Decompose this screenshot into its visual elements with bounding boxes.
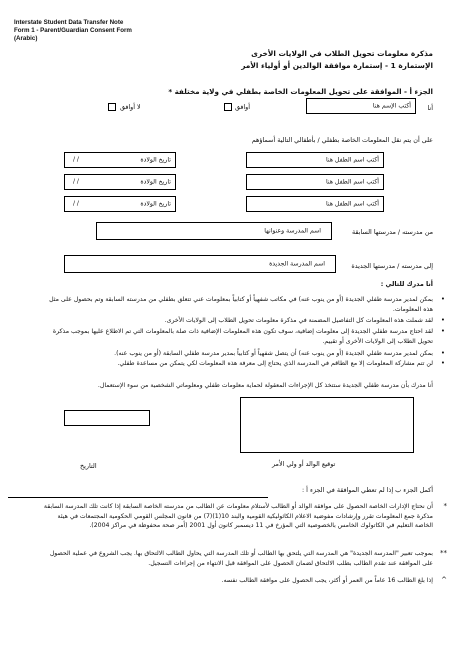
understand-bullet-4: • بمكن لمدير مدرسة طفلي الجديدة (أو من ينوب عنه) أن يتصل شفهياً أو كتابياً بمدير مدرسة طفلي السابقة (أو من ينوب عنه). <box>114 349 445 357</box>
signature-box[interactable] <box>240 397 414 453</box>
child-dob-field-2[interactable] <box>64 174 176 190</box>
previous-school-field[interactable] <box>96 222 332 240</box>
parent-name-field[interactable] <box>306 98 416 114</box>
agree-label: أوافق <box>235 103 251 111</box>
footnote-2: ** بموجب تعبير "المدرسة الجديدة" هي المدرسة التي يلتحق بها الطالب أو تلك المدرسة التي يحاول الطالب الالتحاق بها. يجب الشروع في عملية الحصول على الموافقة عند تقدم الطالب بطلب الالتحاق لضمان الحصول على الموافقة قبل الانتهاء من إجراءات التسجيل. <box>49 549 447 567</box>
child-dob-slashes-2: / / <box>73 178 79 185</box>
form-header <box>14 19 132 43</box>
signature-label: توقيع الوالد أو ولي الأمر <box>272 460 336 468</box>
new-school-field[interactable] <box>64 255 336 273</box>
part-b-heading: أكمل الجزء ب إذا لم تعطي الموافقة في الجزء أ : <box>302 486 433 494</box>
previous-school-placeholder: اسم المدرسة وعنوانها <box>264 227 321 235</box>
child-name-field-1[interactable] <box>246 152 384 168</box>
understand-bullet-1: • بمكن لمدير مدرسة طفلي الجديدة (أو من ينوب عنه) في مكاتب شفهياً أو كتابياً بمعلومات عني تتعلق بطفلي من مدرسته السابقة وتم بحصول على مثل هذه المعلومات. <box>49 295 445 313</box>
child-dob-label-1: تاريخ الولادة <box>140 156 171 164</box>
part-a-heading: الجزء أ - الموافقة على تحويل المعلومات الخاصة بطفلي في ولاية مختلفة * <box>168 87 433 96</box>
understand-heading: أنا مدرك للتالي : <box>380 280 433 288</box>
new-school-label: إلى مدرسته / مدرستها الجديدة <box>351 262 433 270</box>
disagree-label: لا أوافق <box>120 103 141 111</box>
child-dob-field-1[interactable] <box>64 152 176 168</box>
children-intro: على أن يتم نقل المعلومات الخاصة بطفلي / بأطفالي التالية أسماؤهم <box>251 136 433 144</box>
part-b-divider <box>8 497 268 498</box>
child-name-placeholder-3: أكتب اسم الطفل هنا <box>325 200 379 208</box>
disagree-checkbox[interactable] <box>108 103 116 111</box>
form-title-line-2: الإستمارة 1 - إستمارة موافقة الوالدين أو أولياء الأمر <box>241 61 433 70</box>
understand-bullet-2: • لقد شملت هذه المعلومات كل التفاصيل المضمنة في مذكرة معلومات تحويل الطلاب إلى الولايات الأخرى. <box>164 316 445 324</box>
agree-checkbox[interactable] <box>224 103 232 111</box>
header-line-2: Form 1 - Parent/Guardian Consent Form <box>14 27 132 34</box>
child-name-field-2[interactable] <box>246 174 384 190</box>
child-dob-slashes-1: / / <box>73 156 79 163</box>
footnote-3-mark: ^ <box>441 576 447 584</box>
header-line-3: (Arabic) <box>14 35 38 42</box>
previous-school-label: من مدرسته / مدرستها السابقة <box>352 228 433 236</box>
child-dob-label-2: تاريخ الولادة <box>140 178 171 186</box>
child-dob-field-3[interactable] <box>64 196 176 212</box>
form-title-line-1: مذكرة معلومات تحويل الطلاب في الولايات الأخرى <box>251 49 433 58</box>
new-school-placeholder: اسم المدرسة الجديدة <box>269 260 325 268</box>
understand-bullet-3: • لقد احتاج مدرسة طفلي الجديدة إلى معلومات إضافية، سوف تكون هذه المعلومات الإضافية ذات صلة بالمعلومات التي تم الاطلاع عليها بموجب مذكرة تحويل الطلاب إلى الولايات الأخرى أو تقييم. <box>52 327 445 345</box>
child-name-field-3[interactable] <box>246 196 384 212</box>
child-dob-slashes-3: / / <box>73 200 79 207</box>
name-prefix-label: أنا <box>427 104 433 112</box>
signature-date-label: التاريخ <box>80 462 97 470</box>
understand-bullet-5: • لن تتم مشاركة المعلومات إلا مع الطاقم في المدرسة الذي يحتاج إلى معرفة هذه المعلومات لكي يتمكن من مساعدة طفلي. <box>117 359 445 367</box>
footnote-1: * أن نحتاج الإدارات الخاصة الحصول على موافقة الوالد أو الطالب لأستلام معلومات عن الطالب من مدرسته الخاصة السابقة إذا كانت تلك المدرسة السابقة مذكرة جمع المعلومات تقرر وإرشادات مفوضية الاعلام الكاثوليكية القومية والبند 10(1)(7) من قانون المجلس القومي الحكومية المجتمعات في هيئة الخاصة التعليم في الكاتولوك الخامس بالخصوصية التي المؤرخ في 11 ديسمبر كانون أول 2001 (أمر صحة محفوظة في مراكز 2004). <box>43 502 447 530</box>
footnote-2-mark: ** <box>440 549 447 557</box>
signature-date-field[interactable] <box>64 410 150 426</box>
child-name-placeholder-1: أكتب اسم الطفل هنا <box>325 156 379 164</box>
privacy-statement: أنا مدرك بأن مدرسة طفلي الجديدة ستتخذ كل الإجراءات المعقولة لحماية معلومات طفلي ومعلوماتي الشخصية من سوء الإستعمال. <box>97 382 433 389</box>
child-dob-label-3: تاريخ الولادة <box>140 200 171 208</box>
parent-name-placeholder: أكتب الإسم هنا <box>372 102 411 110</box>
footnote-3: ^ إذا بلغ الطالب 16 عاماً من العمر أو أكثر، يجب الحصول على موافقة الطالب نفسه. <box>221 576 447 584</box>
footnote-1-mark: * <box>443 502 447 510</box>
header-line-1: Interstate Student Data Transfer Note <box>14 19 124 26</box>
child-name-placeholder-2: أكتب اسم الطفل هنا <box>325 178 379 186</box>
